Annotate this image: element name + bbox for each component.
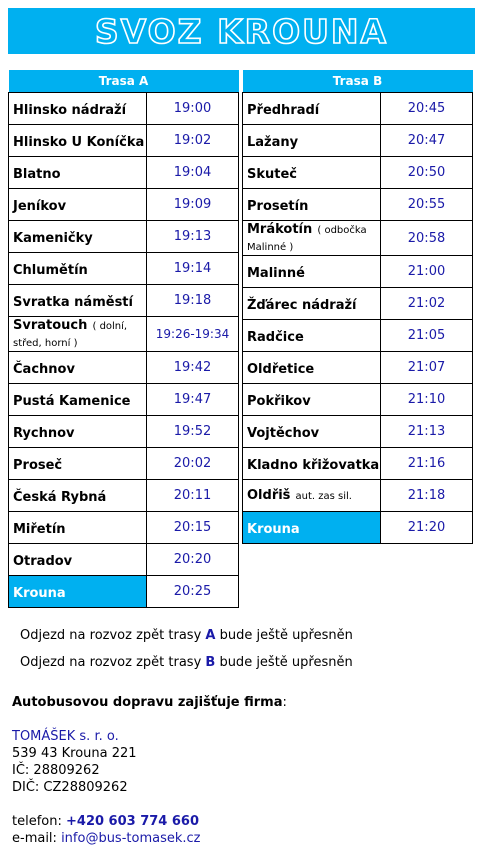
note-b-suffix: bude ještě upřesněn	[215, 655, 353, 670]
stop-row	[9, 576, 239, 608]
stop-row	[9, 352, 239, 384]
stop-row	[243, 93, 473, 125]
note-route-b	[20, 655, 353, 673]
stop-name-cell	[243, 512, 381, 544]
stop-row	[9, 416, 239, 448]
stop-row	[243, 189, 473, 221]
email-line	[12, 830, 287, 847]
stop-row	[243, 157, 473, 189]
stop-name-cell	[243, 448, 381, 480]
stop-name-cell	[9, 352, 147, 384]
stop-row	[9, 221, 239, 253]
stop-name: Pustá Kamenice	[13, 394, 131, 409]
stop-time: 21:10	[381, 384, 473, 416]
stop-name-cell	[243, 93, 381, 125]
stop-row	[243, 221, 473, 256]
stop-row	[9, 93, 239, 125]
stop-row	[9, 285, 239, 317]
page-title: SVOZ KROUNA	[94, 11, 389, 51]
stop-time: 20:50	[381, 157, 473, 189]
company-info	[12, 694, 287, 847]
phone-line	[12, 813, 287, 830]
company-address: 539 43 Krouna 221	[12, 746, 137, 761]
stop-name-cell	[9, 189, 147, 221]
route-a-letter: A	[205, 628, 216, 643]
stop-time: 19:42	[147, 352, 239, 384]
stop-row	[9, 125, 239, 157]
stop-time: 21:05	[381, 320, 473, 352]
stop-name-cell	[9, 157, 147, 189]
stop-row	[243, 256, 473, 288]
stop-name: Pokřikov	[247, 394, 311, 409]
stop-name: Proseč	[13, 458, 63, 473]
stop-row	[9, 512, 239, 544]
stop-time: 20:20	[147, 544, 239, 576]
stop-name: Lažany	[247, 135, 299, 150]
stop-note: ( dolní, střed, horní )	[13, 321, 128, 349]
stop-name-cell	[243, 157, 381, 189]
email-link[interactable]: info@bus-tomasek.cz	[61, 831, 201, 846]
stop-time: 19:02	[147, 125, 239, 157]
stop-time: 19:13	[147, 221, 239, 253]
stop-time: 20:47	[381, 125, 473, 157]
stop-name: Otradov	[13, 554, 73, 569]
stop-name-cell	[243, 352, 381, 384]
stop-name-cell	[9, 544, 147, 576]
stop-time: 20:55	[381, 189, 473, 221]
stop-name: Předhradí	[247, 103, 320, 118]
stop-name-cell	[9, 448, 147, 480]
stop-row	[243, 416, 473, 448]
stop-name-cell	[9, 125, 147, 157]
stop-time: 20:45	[381, 93, 473, 125]
stop-time: 21:16	[381, 448, 473, 480]
stop-name-cell	[9, 317, 147, 352]
stop-row	[9, 544, 239, 576]
stop-note: aut. zas sil.	[295, 491, 352, 502]
stop-time: 19:47	[147, 384, 239, 416]
stop-name: Chlumětín	[13, 263, 88, 278]
stop-time: 19:26-19:34	[147, 317, 239, 352]
email-label: e-mail:	[12, 831, 62, 846]
stop-name: Svratouch	[13, 318, 88, 333]
stop-row	[243, 125, 473, 157]
stop-row	[9, 157, 239, 189]
stop-name: Malinné	[247, 266, 305, 281]
company-name: TOMÁŠEK s. r. o.	[12, 729, 119, 744]
stop-name-cell	[9, 480, 147, 512]
stop-row	[9, 480, 239, 512]
route-b-letter: B	[205, 655, 216, 670]
route-b-header: Trasa B	[243, 70, 473, 93]
stop-name-cell	[243, 221, 381, 256]
stop-name: Oldřiš	[247, 488, 291, 503]
operator-line: Autobusovou dopravu zajišťuje firma:	[12, 695, 287, 710]
stop-time: 20:15	[147, 512, 239, 544]
stop-name: Hlinsko nádraží	[13, 103, 127, 118]
stop-name: Oldřetice	[247, 362, 315, 377]
stop-name-cell	[243, 480, 381, 512]
phone-link[interactable]: +420 603 774 660	[66, 814, 200, 829]
stop-name: Svratka náměstí	[13, 295, 133, 310]
stop-name: Krouna	[13, 586, 66, 601]
return-notes	[20, 628, 353, 682]
stop-name-cell	[9, 221, 147, 253]
stop-time: 21:00	[381, 256, 473, 288]
stop-name-cell	[243, 288, 381, 320]
stop-row	[9, 448, 239, 480]
note-b-prefix: Odjezd na rozvoz zpět trasy	[20, 655, 206, 670]
stop-time: 20:58	[381, 221, 473, 256]
stop-name: Jeníkov	[13, 199, 67, 214]
company-ico: IČ: 28809262	[12, 763, 100, 778]
stop-name-cell	[9, 576, 147, 608]
note-a-prefix: Odjezd na rozvoz zpět trasy	[20, 628, 206, 643]
stop-row	[243, 352, 473, 384]
stop-row	[9, 384, 239, 416]
stop-name-cell	[243, 384, 381, 416]
stop-row	[9, 317, 239, 352]
stop-row	[243, 384, 473, 416]
stop-name-cell	[9, 285, 147, 317]
stop-time: 19:04	[147, 157, 239, 189]
stop-time: 19:18	[147, 285, 239, 317]
stop-name-cell	[243, 416, 381, 448]
stop-name: Radčice	[247, 330, 304, 345]
stop-row	[9, 253, 239, 285]
stop-name: Žďárec nádraží	[247, 298, 357, 313]
operator-label: Autobusovou dopravu zajišťuje firma	[12, 695, 283, 710]
stop-name: Rychnov	[13, 426, 75, 441]
stop-time: 20:11	[147, 480, 239, 512]
stop-time: 19:14	[147, 253, 239, 285]
stop-time: 19:00	[147, 93, 239, 125]
stop-name-cell	[9, 512, 147, 544]
stop-name: Skuteč	[247, 167, 298, 182]
stop-time: 19:52	[147, 416, 239, 448]
stop-name: Vojtěchov	[247, 426, 320, 441]
stop-time: 21:18	[381, 480, 473, 512]
route-a-header: Trasa A	[9, 70, 239, 93]
title-banner	[8, 8, 475, 54]
stop-time: 21:13	[381, 416, 473, 448]
stop-row	[243, 448, 473, 480]
stop-name-cell	[9, 416, 147, 448]
stop-time: 20:25	[147, 576, 239, 608]
stop-name: Kameničky	[13, 231, 93, 246]
stop-name-cell	[243, 320, 381, 352]
stop-time: 21:02	[381, 288, 473, 320]
note-route-a	[20, 628, 353, 646]
stop-name: Čachnov	[13, 362, 75, 377]
stop-name: Krouna	[247, 522, 300, 537]
stop-row	[243, 288, 473, 320]
stop-name: Miřetín	[13, 522, 66, 537]
stop-name: Česká Rybná	[13, 490, 107, 505]
stop-name-cell	[243, 125, 381, 157]
stop-name: Kladno křižovatka	[247, 458, 380, 473]
route-a-table	[8, 70, 239, 608]
stop-time: 21:20	[381, 512, 473, 544]
stop-name: Blatno	[13, 167, 61, 182]
stop-name: Mrákotín	[247, 222, 313, 237]
stop-name-cell	[243, 189, 381, 221]
route-b-table	[242, 70, 473, 544]
company-dic: DIČ: CZ28809262	[12, 780, 128, 795]
stop-time: 19:09	[147, 189, 239, 221]
stop-name: Hlinsko U Koníčka	[13, 135, 145, 150]
stop-name-cell	[9, 253, 147, 285]
stop-row	[243, 480, 473, 512]
phone-label: telefon:	[12, 814, 66, 829]
stop-name-cell	[9, 384, 147, 416]
stop-name-cell	[243, 256, 381, 288]
stop-row	[243, 512, 473, 544]
stop-note: ( odbočka Malinné )	[247, 225, 367, 253]
stop-row	[243, 320, 473, 352]
stop-name-cell	[9, 93, 147, 125]
stop-time: 21:07	[381, 352, 473, 384]
note-a-suffix: bude ještě upřesněn	[215, 628, 353, 643]
stop-time: 20:02	[147, 448, 239, 480]
stop-name: Prosetín	[247, 199, 309, 214]
stop-row	[9, 189, 239, 221]
